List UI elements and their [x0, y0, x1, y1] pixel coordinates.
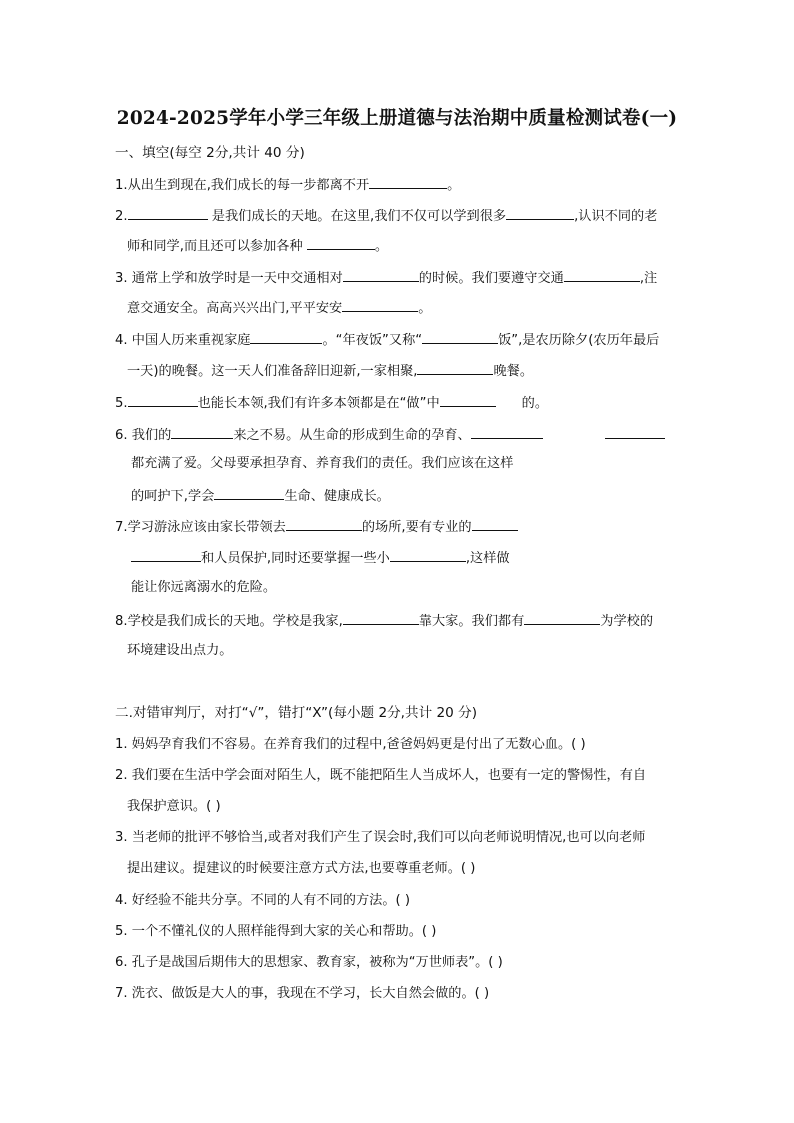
- q1-line: [115, 175, 460, 195]
- q4-text: 4. 中国人历来重视家庭: [115, 333, 251, 348]
- answer-blank[interactable]: [343, 268, 419, 282]
- q6-text-end: 生命、健康成长。: [284, 489, 390, 504]
- judge-item: 3. 当老师的批评不够恰当,或者对我们产生了误会时,我们可以向老师说明情况,也可以向老师: [115, 830, 646, 845]
- answer-blank[interactable]: [422, 330, 498, 344]
- answer-blank[interactable]: [128, 206, 208, 220]
- q7-text: 7.学习游泳应该由家长带领去: [115, 520, 286, 535]
- judge-item: 6. 孔子是战国后期伟大的思想家、教育家，被称为“万世师表”。( ): [115, 955, 503, 970]
- answer-blank[interactable]: [564, 268, 640, 282]
- judge-item: 7. 洗衣、做饭是大人的事，我现在不学习，长大自然会做的。( ): [115, 986, 490, 1001]
- section2-heading: 二.对错审判厅，对打“√”，错打“X”(每小题 2分,共计 20 分): [115, 705, 478, 721]
- section1-heading: 一、填空(每空 2分,共计 40 分): [115, 145, 305, 161]
- q7-text-3: 和人员保护,同时还要掌握一些小: [201, 551, 390, 566]
- answer-blank[interactable]: [471, 425, 543, 439]
- q3-line-2: [127, 298, 431, 318]
- answer-blank[interactable]: [171, 425, 233, 439]
- answer-blank[interactable]: [369, 175, 447, 189]
- q4-line-1: [115, 330, 659, 350]
- answer-blank[interactable]: [250, 330, 322, 344]
- q5-number: 5.: [115, 396, 128, 411]
- q5-text-end: 的。: [521, 396, 549, 411]
- q6-text-2: 来之不易。从生命的形成到生命的孕育、: [233, 428, 471, 443]
- q7-line-2: [131, 548, 510, 568]
- q3-text-3: ,注: [639, 271, 658, 286]
- q6-line-2: 都充满了爱。父母要承担孕育、养育我们的责任。我们应该在这样: [131, 456, 514, 471]
- q6-text: 6. 我们的: [115, 428, 172, 443]
- q8-text-3: 为学校的: [600, 614, 654, 629]
- judge-item: 5. 一个不懂礼仪的人照样能得到大家的关心和帮助。( ): [115, 924, 437, 939]
- answer-blank[interactable]: [605, 425, 665, 439]
- answer-blank[interactable]: [417, 361, 493, 375]
- q3-text: 3. 通常上学和放学时是一天中交通相对: [115, 271, 343, 286]
- q5-line: [115, 393, 548, 413]
- q7-text-4: ,这样做: [465, 551, 510, 566]
- answer-blank[interactable]: [472, 517, 518, 531]
- q6-text-4: 的呵护下,学会: [131, 489, 215, 504]
- q2-text-end: 。: [374, 239, 389, 254]
- answer-blank[interactable]: [286, 517, 362, 531]
- q7-line-3: 能让你远离溺水的危险。: [131, 580, 277, 595]
- q5-text: 也能长本领,我们有许多本领都是在“做”中: [197, 396, 440, 411]
- answer-blank[interactable]: [506, 206, 574, 220]
- q7-line-1: [115, 517, 518, 537]
- q8-text: 8.学校是我们成长的天地。学校是我家,: [115, 614, 343, 629]
- q3-text-4: 意交通安全。高高兴兴出门,平平安安: [127, 301, 343, 316]
- answer-blank[interactable]: [214, 486, 284, 500]
- q7-text-2: 的场所,要有专业的: [361, 520, 472, 535]
- judge-item: 4. 好经验不能共分享。不同的人有不同的方法。( ): [115, 893, 411, 908]
- q4-text-end: 晚餐。: [493, 364, 534, 379]
- q4-text-4: 一天)的晚餐。这一天人们准备辞旧迎新,一家相聚,: [127, 364, 418, 379]
- answer-blank[interactable]: [524, 611, 600, 625]
- judge-item: 1. 妈妈孕育我们不容易。在养育我们的过程中,爸爸妈妈更是付出了无数心血。( ): [115, 737, 586, 752]
- answer-blank[interactable]: [307, 236, 375, 250]
- judge-item-cont: 提出建议。提建议的时候要注意方式方法,也要尊重老师。( ): [127, 861, 476, 876]
- q4-text-2: 。“年夜饭”又称“: [322, 333, 423, 348]
- q8-line-1: [115, 611, 653, 631]
- answer-blank[interactable]: [440, 393, 496, 407]
- q3-line-1: [115, 268, 657, 288]
- q8-text-2: 靠大家。我们都有: [418, 614, 525, 629]
- q8-line-2: 环境建设出点力。: [127, 643, 233, 658]
- answer-blank[interactable]: [131, 548, 201, 562]
- judge-item-cont: 我保护意识。( ): [127, 799, 221, 814]
- answer-blank[interactable]: [128, 393, 198, 407]
- answer-blank[interactable]: [343, 611, 419, 625]
- q1-text-end: 。: [447, 178, 461, 193]
- q2-text-2: 师和同学,而且还可以参加各种: [127, 239, 307, 254]
- q1-text: 1.从出生到现在,我们成长的每一步都离不开: [115, 178, 370, 193]
- q2-text: 是我们成长的天地。在这里,我们不仅可以学到很多: [207, 209, 507, 224]
- q2-line-2: [127, 236, 388, 256]
- q4-text-3: 饭”,是农历除夕(农历年最后: [498, 333, 660, 348]
- exam-title: 2024-2025学年小学三年级上册道德与法治期中质量检测试卷(一): [116, 108, 678, 129]
- q2-number: 2.: [115, 209, 128, 224]
- q2-line-1: [115, 206, 657, 226]
- q2-text-cont: ,认识不同的老: [574, 209, 658, 224]
- q3-text-2: 的时候。我们要遵守交通: [418, 271, 564, 286]
- q6-line-1: [115, 425, 665, 445]
- q4-line-2: [127, 361, 533, 381]
- q6-line-3: [131, 486, 390, 506]
- answer-blank[interactable]: [390, 548, 466, 562]
- judge-item: 2. 我们要在生活中学会面对陌生人，既不能把陌生人当成坏人，也要有一定的警惕性，有自: [115, 768, 647, 783]
- answer-blank[interactable]: [342, 298, 418, 312]
- q3-text-end: 。: [418, 301, 432, 316]
